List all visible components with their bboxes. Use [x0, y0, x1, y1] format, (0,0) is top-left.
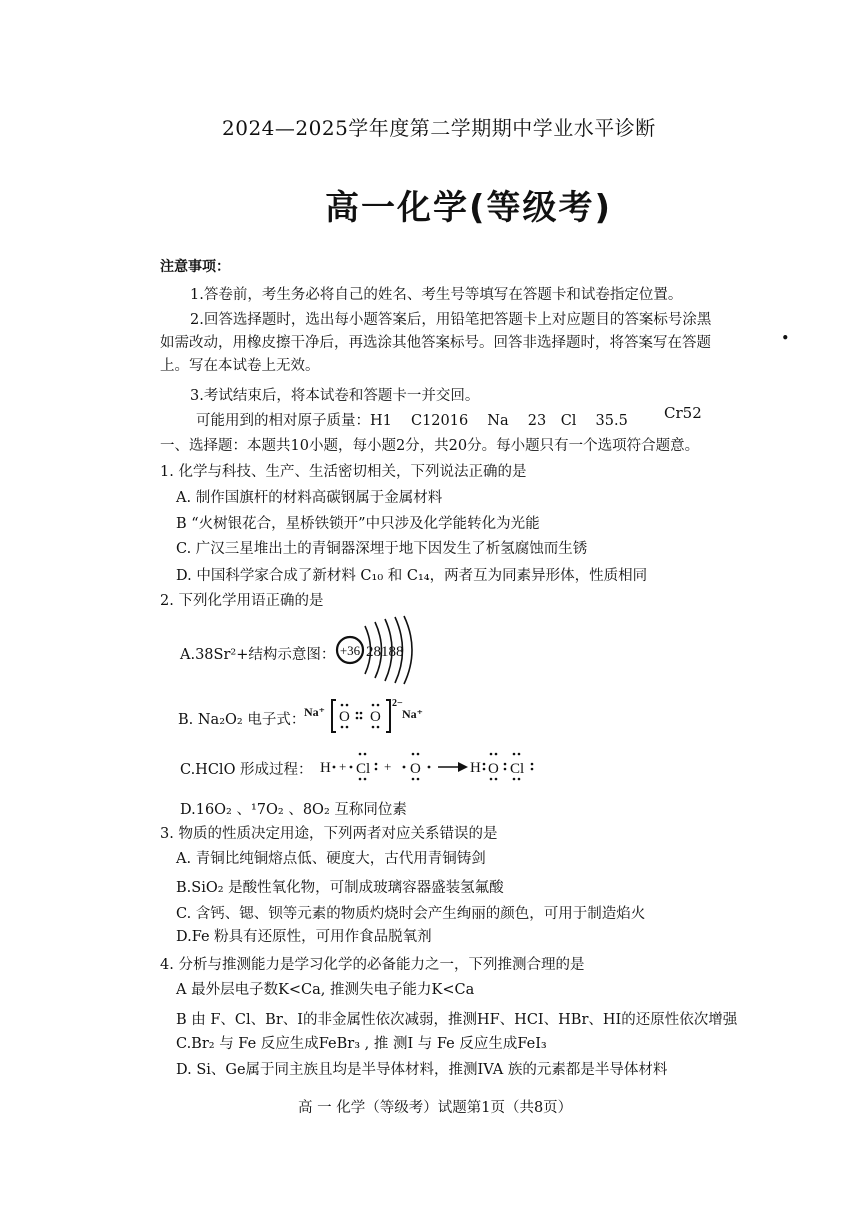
notice-item-2: 2.回答选择题时，选出每小题答案后，用铅笔把答题卡上对应题目的答案标号涂黑 [190, 312, 712, 328]
q2-option-d: D.16O₂ 、¹7O₂ 、8O₂ 互称同位素 [180, 802, 407, 818]
q3-option-a: A. 青铜比纯铜熔点低、硬度大，古代用青铜铸剑 [176, 851, 486, 867]
svg-text:Cl: Cl [510, 761, 525, 777]
q1-option-a: A. 制作国旗杆的材料高碳钢属于金属材料 [176, 490, 443, 506]
svg-text:O: O [488, 761, 499, 777]
q3-option-d: D.Fe 粉具有还原性，可用作食品脱氧剂 [176, 929, 432, 945]
q4-option-b: B 由 F、Cl、Br、I的非金属性依次减弱，推测HF、HCI、HBr、HI的还原性依次增强 [176, 1012, 738, 1028]
svg-text:+: + [384, 759, 392, 774]
atomic-masses: 可能用到的相对原子质量：H1 C12016 Na 23 Cl 35.5 [196, 413, 628, 429]
svg-text:O: O [339, 709, 350, 725]
shell-electrons: 28188 [366, 644, 404, 660]
exam-header: 2024—2025学年度第二学期期中学业水平诊断 [222, 116, 656, 140]
svg-text:H: H [470, 760, 481, 776]
q4-option-c: C.Br₂ 与 Fe 反应生成FeBr₃ , 推 测I 与 Fe 反应生成FeI₃ [176, 1036, 547, 1052]
notice-item-2-end: 上。写在本试卷上无效。 [160, 358, 320, 374]
notice-item-1: 1.答卷前，考生务必将自己的姓名、考生号等填写在答题卡和试卷指定位置。 [190, 287, 683, 303]
q1-option-b: B “火树银花合，星桥铁锁开”中只涉及化学能转化为光能 [176, 516, 540, 532]
svg-text:Na⁺: Na⁺ [402, 707, 423, 721]
notice-item-2-cont: 如需改动，用橡皮擦干净后，再选涂其他答案标号。回答非选择题时，将答案写在答题 [160, 335, 711, 351]
svg-text:O: O [370, 709, 381, 725]
q1-option-c: C. 广汉三星堆出土的青铜器深埋于地下因发生了析氢腐蚀而生锈 [176, 541, 588, 557]
q2-stem: 2. 下列化学用语正确的是 [160, 593, 324, 609]
q2-option-c: C.HClO 形成过程： [180, 762, 313, 778]
q4-option-a: A 最外层电子数K<Ca, 推测失电子能力K<Ca [176, 982, 475, 998]
q3-option-c: C. 含钙、锶、钡等元素的物质灼烧时会产生绚丽的颜色，可用于制造焰火 [176, 906, 646, 922]
sr-ion-structure-diagram [330, 612, 420, 676]
section-1-heading: 一、选择题：本题共10小题，每小题2分，共20分。每小题只有一个选项符合题意。 [160, 438, 700, 454]
q3-option-b: B.SiO₂ 是酸性氧化物，可制成玻璃容器盛装氢氟酸 [176, 880, 504, 896]
svg-text:O: O [410, 761, 421, 777]
na2o2-electron-formula [302, 696, 432, 736]
page-footer: 高 一 化学（等级考）试题第1页（共8页） [298, 1100, 573, 1116]
q4-option-d: D. Si、Ge属于同主族且均是半导体材料，推测IVA 族的元素都是半导体材料 [176, 1062, 668, 1078]
svg-text:+: + [339, 759, 347, 774]
page-title: 高一化学(等级考) [325, 188, 613, 228]
svg-text:2−: 2− [392, 698, 403, 709]
notice-item-3: 3.考试结束后，将本试卷和答题卡一并交回。 [190, 388, 480, 404]
q3-stem: 3. 物质的性质决定用途，下列两者对应关系错误的是 [160, 826, 498, 842]
svg-text:Cl: Cl [356, 761, 371, 777]
atomic-masses-cr: Cr52 [664, 404, 702, 422]
side-dot: • [781, 331, 790, 347]
q2-option-b: B. Na₂O₂ 电子式： [178, 712, 306, 728]
notice-heading: 注意事项： [160, 259, 230, 275]
hclo-formation-diagram [318, 748, 538, 784]
q2-option-a: A.38Sr²+结构示意图： [180, 647, 336, 663]
nucleus-charge: +36 [339, 643, 361, 658]
q1-stem: 1. 化学与科技、生产、生活密切相关，下列说法正确的是 [160, 464, 527, 480]
svg-text:H: H [320, 760, 331, 776]
svg-text:Na⁺: Na⁺ [304, 705, 325, 719]
q1-option-d: D. 中国科学家合成了新材料 C₁₀ 和 C₁₄，两者互为同素异形体，性质相同 [176, 568, 648, 584]
q4-stem: 4. 分析与推测能力是学习化学的必备能力之一，下列推测合理的是 [160, 957, 585, 973]
